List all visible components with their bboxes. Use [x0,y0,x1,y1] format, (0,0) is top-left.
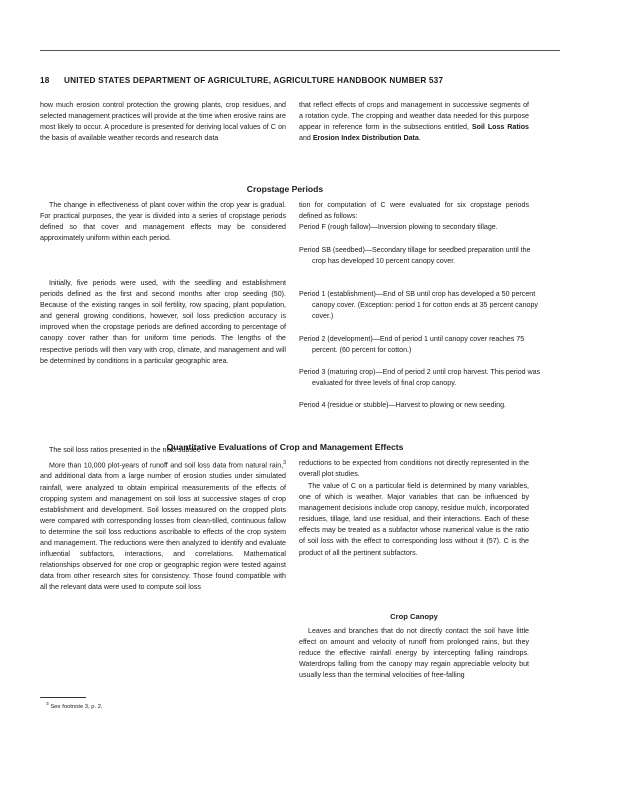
quantitative-left-text-cont: and additional data from a large number of erosion studies under simulated rainfall, were analyzed to obtain empirical measurements of the effects of cropping system and management on soil loss at successive stages of crop establishment and development. Soil losses measured on the cropped plots were compared with corresponding losses from clean-tilled, continuous fallow to determine the soil loss reductions ascribable to effects of the crop system and management. The reductions were then analyzed to identify and evaluate influential subfactors, interactions, and correlations. Mathematical relationships observed for one crop or geographic region were tested against data from other research sites for consistency. Those found compatible with all the relevant data were used to compute soil loss [40,472,286,592]
top-rule [40,50,560,51]
cropstage-right-intro: tion for computation of C were evaluated for six cropstage periods defined as follows: [299,201,529,221]
quantitative-right-paragraph-1: reductions to be expected from conditions not directly represented in the overall plot studies. [299,459,529,479]
crop-canopy-heading: Crop Canopy [390,612,438,621]
page-number: 18 [40,76,50,85]
cropstage-left-paragraph-3: The soil loss ratios presented in the next subsec- [49,446,203,454]
quantitative-right-paragraph-2: The value of C on a particular field is determined by many variables, one of which is weather. Major variables that can be influenced by management decisions include crop canopy, residue mulch, incorporated residues, tillage, land use residual, and their interactions. Each of these effects may be treated as a subfactor whose numerical value is the ratio of soil loss with the effect to corresponding loss without it (57). C is the product of all the pertinent subfactors. [299,482,529,557]
intro-right-end: . [418,134,421,143]
intro-right-paragraph [299,100,529,144]
header-title: UNITED STATES DEPARTMENT OF AGRICULTURE, AGRICULTURE HANDBOOK NUMBER 537 [64,76,444,85]
period-2: Period 2 (development)—End of period 1 until canopy cover reaches 75 percent. (60 percent for cotton.) [299,335,525,355]
erosion-index-ref: Erosion Index Distribution Data [312,134,419,143]
period-sb: Period SB (seedbed)—Secondary tillage for seedbed preparation until the crop has developed 10 percent canopy cover. [299,246,531,266]
running-header [40,76,560,85]
intro-left-paragraph: how much erosion control protection the growing plants, crop residues, and selected management practices will provide at the time when erosive rains are most likely to occur. A procedure is presented for deriving local values of C on the basis of available weather records and research data [40,101,286,143]
footnote-number: 3 [46,702,49,707]
intro-right-text: that reflect effects of crops and management in successive segments of a rotation cycle. The cropping and weather data needed for this purpose appear in reference form in the subsections entitled, [299,101,529,132]
period-3: Period 3 (maturing crop)—End of period 2 until crop harvest. This period was evaluated for three levels of final crop canopy. [299,368,541,388]
cropstage-left-paragraph-1: The change in effectiveness of plant cover within the crop year is gradual. For practical purposes, the year is divided into a series of cropstage periods defined so that cover and management effects may be considered approximately uniform within each period. [40,201,286,243]
quantitative-left-text: More than 10,000 plot-years of runoff and soil loss data from natural rain, [49,461,284,470]
cropstage-left-paragraph-2: Initially, five periods were used, with the seedling and establishment periods defined as the first and second months after crop seeding (50). Because of the existing ranges in soil fertility, row spacing, plant population, and general growing conditions, however, soil loss prediction accuracy is improved when the cropstage periods are defined according to percentage of canopy cover rather than for uniform time periods. The lengths of the respective periods will then vary with crop, climate, and management and will be determined by conditions in a particular geographic area. [40,279,286,365]
intro-right-joiner: and [299,134,313,143]
quantitative-left-paragraph [40,458,286,593]
period-4: Period 4 (residue or stubble)—Harvest to plowing or new seeding. [299,401,507,409]
crop-canopy-paragraph: Leaves and branches that do not directly contact the soil have little effect on amount and velocity of runoff from prolonged rains, but they reduce the effective rainfall energy by intercepting falling raindrops. Waterdrops falling from the canopy may regain appreciable velocity but usually less than the terminal velocities of free-falling [299,627,529,680]
quantitative-heading: Quantitative Evaluations of Crop and Management Effects [166,442,404,452]
period-f: Period F (rough fallow)—Inversion plowing to secondary tillage. [299,223,498,231]
footnote [46,702,103,710]
footnote-marker: 3 [283,460,286,466]
cropstage-heading: Cropstage Periods [246,184,324,194]
period-1: Period 1 (establishment)—End of SB until crop has developed a 50 percent canopy cover. (Exception: period 1 for cotton ends at 35 percent canopy cover.) [299,290,538,321]
soil-loss-ratios-ref: Soil Loss Ratios [471,123,529,132]
footnote-text: See footnote 3, p. 2. [50,703,103,710]
footnote-rule [40,697,86,698]
